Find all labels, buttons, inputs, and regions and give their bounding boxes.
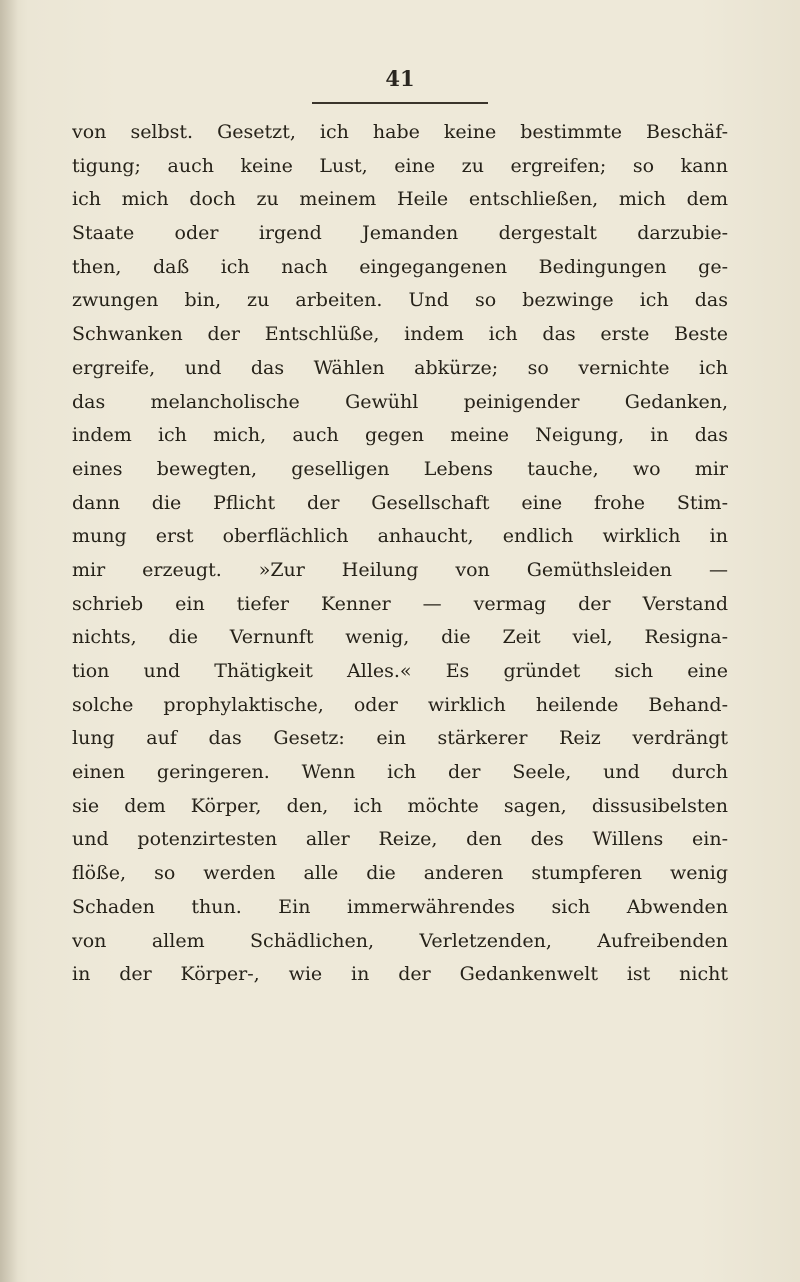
text-line: then, daß ich nach eingegangenen Bedingungen ge-: [72, 255, 728, 278]
text-line: zwungen bin, zu arbeiten. Und so bezwinge ich das: [72, 289, 728, 312]
text-line: sie dem Körper, den, ich möchte sagen, dissusibelsten: [72, 794, 728, 817]
text-line: Schaden thun. Ein immerwährendes sich Abwenden: [72, 895, 728, 918]
text-line: von selbst. Gesetzt, ich habe keine bestimmte Beschäf-: [72, 121, 728, 143]
text-line: flöße, so werden alle die anderen stumpferen wenig: [72, 862, 728, 885]
text-line: ich mich doch zu meinem Heile entschließen, mich dem: [72, 188, 728, 211]
text-line: tion und Thätigkeit Alles.« Es gründet sich eine: [72, 660, 728, 682]
text-line: von allem Schädlichen, Verletzenden, Aufreibenden: [72, 929, 728, 952]
text-line: nichts, die Vernunft wenig, die Zeit viel, Resigna-: [72, 626, 728, 649]
text-line: solche prophylaktische, oder wirklich heilende Behand-: [72, 693, 728, 716]
text-line: lung auf das Gesetz: ein stärkerer Reiz verdrängt: [72, 727, 728, 750]
text-line: eines bewegten, geselligen Lebens tauche, wo mir: [72, 457, 728, 480]
text-line: und potenzirtesten aller Reize, den des Willens ein-: [72, 828, 728, 851]
text-line: das melancholische Gewühl peinigender Gedanken,: [72, 390, 728, 413]
text-line: mir erzeugt. »Zur Heilung von Gemüthsleiden —: [72, 558, 728, 581]
text-line: Staate oder irgend Jemanden dergestalt darzubie-: [72, 222, 728, 245]
text-line: in der Körper-, wie in der Gedankenwelt ist nicht: [72, 963, 728, 986]
text-line: mung erst oberflächlich anhaucht, endlich wirklich in: [72, 525, 728, 548]
text-line: Schwanken der Entschlüße, indem ich das erste Beste: [72, 323, 728, 346]
body-text: [72, 116, 728, 992]
text-line: dann die Pflicht der Gesellschaft eine frohe Stim-: [72, 491, 728, 514]
header-rule: [312, 102, 488, 104]
text-line: einen geringeren. Wenn ich der Seele, und durch: [72, 761, 728, 784]
text-line: tigung; auch keine Lust, eine zu ergreifen; so kann: [72, 154, 728, 177]
page-edge-shadow: [0, 0, 18, 1282]
text-line: indem ich mich, auch gegen meine Neigung, in das: [72, 424, 728, 447]
page-number: 41: [385, 66, 415, 91]
text-line: schrieb ein tiefer Kenner — vermag der Verstand: [72, 592, 728, 615]
text-line: ergreife, und das Wählen abkürze; so vernichte ich: [72, 356, 728, 379]
